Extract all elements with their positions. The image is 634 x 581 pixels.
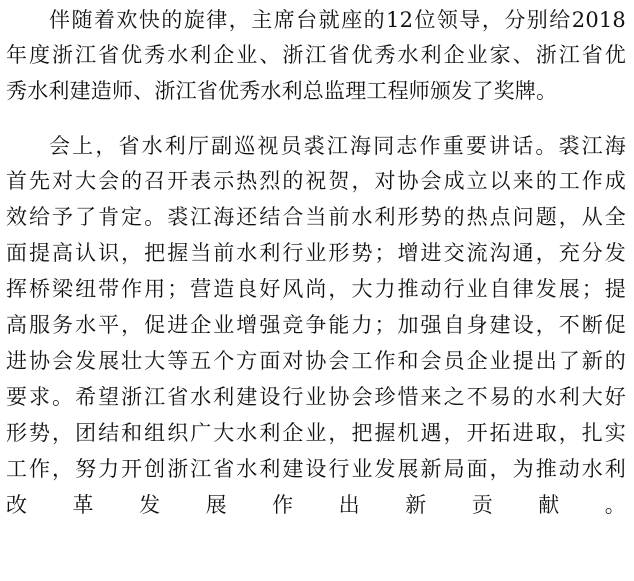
text-line: 会上，省水利厅副巡视员裘江海同志作重要讲话。裘江海 (49, 134, 626, 158)
text-line: 工作，努力开创浙江省水利建设行业发展新局面，为推动水利 (6, 457, 626, 481)
text-line: 要求。希望浙江省水利建设行业协会珍惜来之不易的水利大好 (6, 385, 626, 409)
text-line: 秀水利建造师、浙江省优秀水利总监理工程师颁发了奖牌。 (6, 79, 558, 103)
text-line: 形势，团结和组织广大水利企业，把握机遇，开拓进取，扎实 (6, 421, 626, 445)
text-line: 年度浙江省优秀水利企业、浙江省优秀水利企业家、浙江省优 (6, 43, 626, 67)
text-line: 挥桥梁纽带作用；营造良好风尚，大力推动行业自律发展；提 (6, 277, 626, 301)
text-line: 进协会发展壮大等五个方面对协会工作和会员企业提出了新的 (6, 349, 626, 373)
text-line: 效给予了肯定。裘江海还结合当前水利形势的热点问题，从全 (6, 205, 626, 229)
text-line: 高服务水平，促进企业增强竞争能力；加强自身建设，不断促 (6, 313, 626, 337)
text-line: 面提高认识，把握当前水利行业形势；增进交流沟通，充分发 (6, 241, 626, 265)
text-line: 首先对大会的召开表示热烈的祝贺，对协会成立以来的工作成 (6, 169, 626, 193)
text-line: 伴随着欢快的旋律，主席台就座的12位领导，分别给2018 (49, 8, 626, 32)
text-line: 改革发展作出新贡献。 (6, 493, 626, 517)
